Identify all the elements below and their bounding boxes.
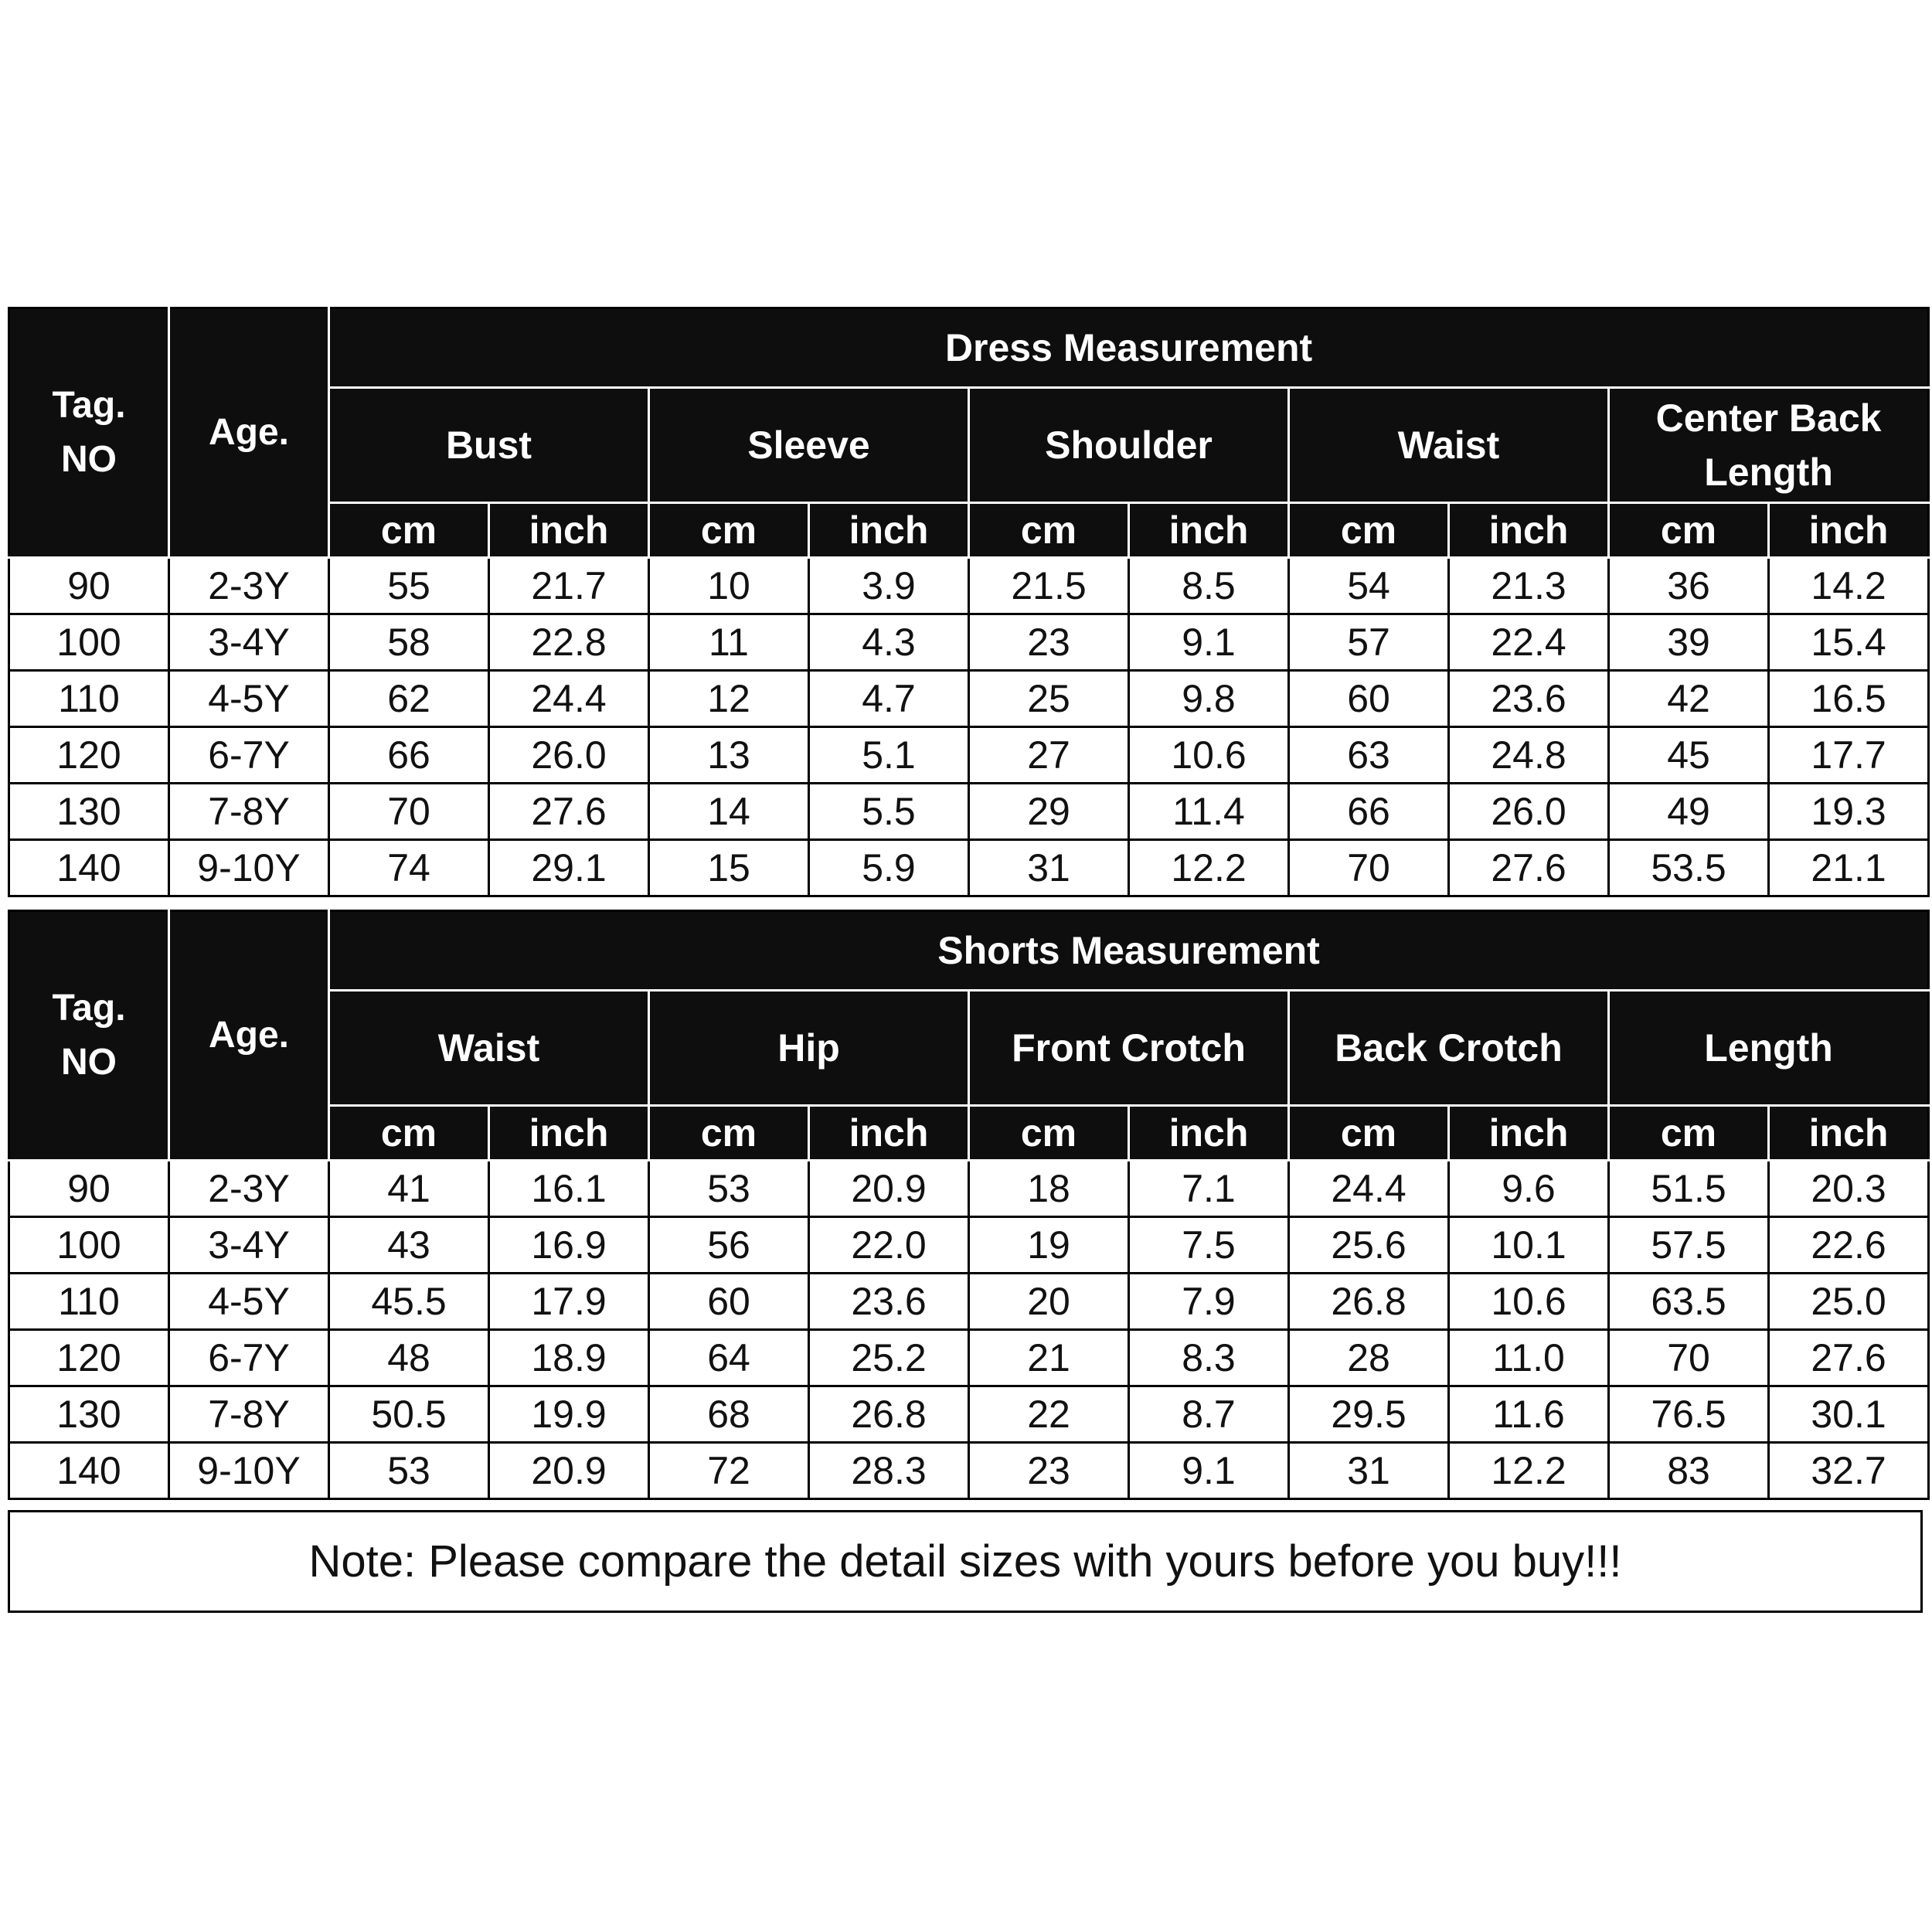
group-header-front-crotch: Front Crotch	[969, 991, 1289, 1106]
group-header-hip: Hip	[649, 991, 969, 1106]
measurement-cell: 5.9	[809, 840, 969, 896]
measurement-cell: 63.5	[1609, 1274, 1769, 1330]
age-label: Age.	[208, 412, 289, 453]
measurement-cell: 36	[1609, 558, 1769, 614]
age-header	[169, 911, 329, 1161]
measurement-cell: 23	[969, 1443, 1129, 1499]
measurement-cell: 12	[649, 671, 809, 727]
measurement-cell: 56	[649, 1217, 809, 1274]
measurement-cell: 58	[329, 614, 489, 671]
tag-no-cell: 130	[9, 784, 169, 840]
measurement-cell: 48	[329, 1330, 489, 1386]
measurement-cell: 18.9	[489, 1330, 649, 1386]
group-header-shoulder: Shoulder	[969, 388, 1289, 503]
group-header-waist: Waist	[329, 991, 649, 1106]
measurement-cell: 70	[1289, 840, 1449, 896]
measurement-cell: 70	[329, 784, 489, 840]
measurement-cell: 18	[969, 1161, 1129, 1217]
measurement-cell: 31	[969, 840, 1129, 896]
age-cell: 7-8Y	[169, 784, 329, 840]
measurement-cell: 25.2	[809, 1330, 969, 1386]
group-header-bust: Bust	[329, 388, 649, 503]
measurement-cell: 4.7	[809, 671, 969, 727]
group-header-length: Length	[1609, 991, 1929, 1106]
measurement-cell: 8.5	[1129, 558, 1289, 614]
measurement-cell: 29	[969, 784, 1129, 840]
measurement-cell: 15	[649, 840, 809, 896]
measurement-cell: 53	[329, 1443, 489, 1499]
measurement-cell: 19.9	[489, 1386, 649, 1443]
measurement-cell: 27	[969, 727, 1129, 784]
measurement-cell: 22.6	[1769, 1217, 1929, 1274]
measurement-cell: 10	[649, 558, 809, 614]
unit-header-inch: inch	[1769, 1106, 1929, 1161]
measurement-cell: 25.0	[1769, 1274, 1929, 1330]
measurement-cell: 25.6	[1289, 1217, 1449, 1274]
tag-no-cell: 100	[9, 1217, 169, 1274]
measurement-cell: 14.2	[1769, 558, 1929, 614]
measurement-cell: 11.4	[1129, 784, 1289, 840]
table-row	[9, 784, 1929, 840]
measurement-cell: 26.8	[1289, 1274, 1449, 1330]
measurement-cell: 21	[969, 1330, 1129, 1386]
measurement-cell: 12.2	[1449, 1443, 1609, 1499]
age-cell: 2-3Y	[169, 1161, 329, 1217]
measurement-cell: 50.5	[329, 1386, 489, 1443]
measurement-cell: 5.5	[809, 784, 969, 840]
unit-header-inch: inch	[1129, 1106, 1289, 1161]
table-row	[9, 1330, 1929, 1386]
measurement-cell: 29.5	[1289, 1386, 1449, 1443]
note-box	[8, 1510, 1923, 1613]
tag-no-cell: 90	[9, 558, 169, 614]
measurement-cell: 7.9	[1129, 1274, 1289, 1330]
measurement-cell: 66	[1289, 784, 1449, 840]
tag-no-cell: 120	[9, 727, 169, 784]
unit-header-cm: cm	[969, 503, 1129, 558]
table-row	[9, 1386, 1929, 1443]
measurement-cell: 51.5	[1609, 1161, 1769, 1217]
tag-no-label: Tag. NO	[52, 988, 126, 1083]
unit-header-cm: cm	[1609, 1106, 1769, 1161]
measurement-cell: 45	[1609, 727, 1769, 784]
measurement-cell: 31	[1289, 1443, 1449, 1499]
table-row	[9, 671, 1929, 727]
measurement-cell: 20.9	[809, 1161, 969, 1217]
unit-header-cm: cm	[649, 503, 809, 558]
measurement-cell: 24.4	[1289, 1161, 1449, 1217]
measurement-cell: 60	[1289, 671, 1449, 727]
age-cell: 6-7Y	[169, 1330, 329, 1386]
unit-header-inch: inch	[1129, 503, 1289, 558]
measurement-cell: 7.1	[1129, 1161, 1289, 1217]
tag-no-cell: 110	[9, 671, 169, 727]
age-cell: 4-5Y	[169, 671, 329, 727]
measurement-cell: 60	[649, 1274, 809, 1330]
tag-no-cell: 140	[9, 1443, 169, 1499]
measurement-cell: 39	[1609, 614, 1769, 671]
measurement-cell: 55	[329, 558, 489, 614]
measurement-cell: 26.0	[489, 727, 649, 784]
measurement-cell: 16.9	[489, 1217, 649, 1274]
measurement-cell: 10.6	[1449, 1274, 1609, 1330]
tag-no-header	[9, 911, 169, 1161]
tag-no-cell: 120	[9, 1330, 169, 1386]
table-row	[9, 614, 1929, 671]
measurement-cell: 66	[329, 727, 489, 784]
measurement-cell: 21.1	[1769, 840, 1929, 896]
measurement-cell: 63	[1289, 727, 1449, 784]
measurement-cell: 10.1	[1449, 1217, 1609, 1274]
measurement-cell: 19.3	[1769, 784, 1929, 840]
table-row	[9, 1217, 1929, 1274]
measurement-cell: 20	[969, 1274, 1129, 1330]
measurement-cell: 24.4	[489, 671, 649, 727]
measurement-cell: 8.7	[1129, 1386, 1289, 1443]
measurement-cell: 8.3	[1129, 1330, 1289, 1386]
measurement-cell: 21.5	[969, 558, 1129, 614]
unit-header-cm: cm	[1289, 1106, 1449, 1161]
measurement-cell: 27.6	[1769, 1330, 1929, 1386]
measurement-cell: 83	[1609, 1443, 1769, 1499]
measurement-cell: 54	[1289, 558, 1449, 614]
unit-header-cm: cm	[969, 1106, 1129, 1161]
group-header-back-crotch: Back Crotch	[1289, 991, 1609, 1106]
measurement-cell: 23	[969, 614, 1129, 671]
tag-no-cell: 110	[9, 1274, 169, 1330]
measurement-cell: 57	[1289, 614, 1449, 671]
measurement-cell: 45.5	[329, 1274, 489, 1330]
measurement-cell: 22.8	[489, 614, 649, 671]
measurement-cell: 3.9	[809, 558, 969, 614]
measurement-cell: 21.3	[1449, 558, 1609, 614]
tag-no-cell: 100	[9, 614, 169, 671]
unit-header-cm: cm	[1609, 503, 1769, 558]
shorts-measurement-table	[8, 910, 1930, 1500]
tag-no-header	[9, 308, 169, 558]
measurement-cell: 4.3	[809, 614, 969, 671]
measurement-cell: 22.4	[1449, 614, 1609, 671]
unit-header-inch: inch	[809, 1106, 969, 1161]
measurement-cell: 25	[969, 671, 1129, 727]
measurement-cell: 24.8	[1449, 727, 1609, 784]
unit-header-cm: cm	[329, 503, 489, 558]
unit-header-inch: inch	[1449, 1106, 1609, 1161]
measurement-cell: 10.6	[1129, 727, 1289, 784]
measurement-cell: 70	[1609, 1330, 1769, 1386]
measurement-cell: 17.7	[1769, 727, 1929, 784]
measurement-cell: 13	[649, 727, 809, 784]
table-row	[9, 1443, 1929, 1499]
age-header	[169, 308, 329, 558]
measurement-cell: 42	[1609, 671, 1769, 727]
tag-no-label: Tag. NO	[52, 385, 126, 480]
unit-header-cm: cm	[649, 1106, 809, 1161]
unit-header-inch: inch	[1769, 503, 1929, 558]
table-row	[9, 558, 1929, 614]
measurement-cell: 23.6	[809, 1274, 969, 1330]
unit-header-inch: inch	[489, 1106, 649, 1161]
measurement-cell: 32.7	[1769, 1443, 1929, 1499]
measurement-cell: 22	[969, 1386, 1129, 1443]
note-text: Note: Please compare the detail sizes with yours before you buy!!!	[308, 1536, 1622, 1587]
table-row	[9, 1161, 1929, 1217]
measurement-cell: 16.5	[1769, 671, 1929, 727]
tag-no-cell: 90	[9, 1161, 169, 1217]
measurement-cell: 19	[969, 1217, 1129, 1274]
measurement-cell: 53	[649, 1161, 809, 1217]
measurement-cell: 57.5	[1609, 1217, 1769, 1274]
unit-header-cm: cm	[329, 1106, 489, 1161]
measurement-cell: 11.0	[1449, 1330, 1609, 1386]
measurement-cell: 20.9	[489, 1443, 649, 1499]
measurement-cell: 43	[329, 1217, 489, 1274]
measurement-cell: 72	[649, 1443, 809, 1499]
dress-section-title: Dress Measurement	[329, 308, 1929, 388]
measurement-cell: 9.6	[1449, 1161, 1609, 1217]
measurement-cell: 76.5	[1609, 1386, 1769, 1443]
tag-no-cell: 140	[9, 840, 169, 896]
group-header-waist: Waist	[1289, 388, 1609, 503]
measurement-cell: 64	[649, 1330, 809, 1386]
measurement-cell: 27.6	[489, 784, 649, 840]
table-row	[9, 840, 1929, 896]
measurement-cell: 21.7	[489, 558, 649, 614]
group-header-sleeve: Sleeve	[649, 388, 969, 503]
age-cell: 4-5Y	[169, 1274, 329, 1330]
measurement-cell: 62	[329, 671, 489, 727]
measurement-cell: 22.0	[809, 1217, 969, 1274]
measurement-cell: 41	[329, 1161, 489, 1217]
age-cell: 2-3Y	[169, 558, 329, 614]
age-cell: 9-10Y	[169, 1443, 329, 1499]
measurement-cell: 68	[649, 1386, 809, 1443]
measurement-cell: 49	[1609, 784, 1769, 840]
measurement-cell: 9.1	[1129, 614, 1289, 671]
unit-header-inch: inch	[1449, 503, 1609, 558]
measurement-cell: 26.0	[1449, 784, 1609, 840]
age-cell: 3-4Y	[169, 1217, 329, 1274]
measurement-cell: 29.1	[489, 840, 649, 896]
measurement-cell: 7.5	[1129, 1217, 1289, 1274]
age-cell: 7-8Y	[169, 1386, 329, 1443]
measurement-cell: 9.8	[1129, 671, 1289, 727]
measurement-cell: 27.6	[1449, 840, 1609, 896]
age-cell: 9-10Y	[169, 840, 329, 896]
measurement-cell: 74	[329, 840, 489, 896]
measurement-cell: 9.1	[1129, 1443, 1289, 1499]
measurement-cell: 17.9	[489, 1274, 649, 1330]
measurement-cell: 26.8	[809, 1386, 969, 1443]
tag-no-cell: 130	[9, 1386, 169, 1443]
measurement-cell: 11.6	[1449, 1386, 1609, 1443]
measurement-cell: 20.3	[1769, 1161, 1929, 1217]
table-row	[9, 1274, 1929, 1330]
unit-header-inch: inch	[809, 503, 969, 558]
measurement-cell: 5.1	[809, 727, 969, 784]
dress-measurement-table	[8, 307, 1930, 897]
measurement-cell: 28.3	[809, 1443, 969, 1499]
measurement-cell: 30.1	[1769, 1386, 1929, 1443]
measurement-cell: 16.1	[489, 1161, 649, 1217]
measurement-cell: 15.4	[1769, 614, 1929, 671]
group-header-center-back-length: Center Back Length	[1609, 388, 1929, 503]
unit-header-cm: cm	[1289, 503, 1449, 558]
age-label: Age.	[208, 1015, 289, 1056]
unit-header-inch: inch	[489, 503, 649, 558]
measurement-cell: 53.5	[1609, 840, 1769, 896]
age-cell: 6-7Y	[169, 727, 329, 784]
measurement-cell: 14	[649, 784, 809, 840]
measurement-cell: 12.2	[1129, 840, 1289, 896]
measurement-cell: 28	[1289, 1330, 1449, 1386]
age-cell: 3-4Y	[169, 614, 329, 671]
shorts-section-title: Shorts Measurement	[329, 911, 1929, 991]
table-row	[9, 727, 1929, 784]
measurement-cell: 11	[649, 614, 809, 671]
measurement-cell: 23.6	[1449, 671, 1609, 727]
